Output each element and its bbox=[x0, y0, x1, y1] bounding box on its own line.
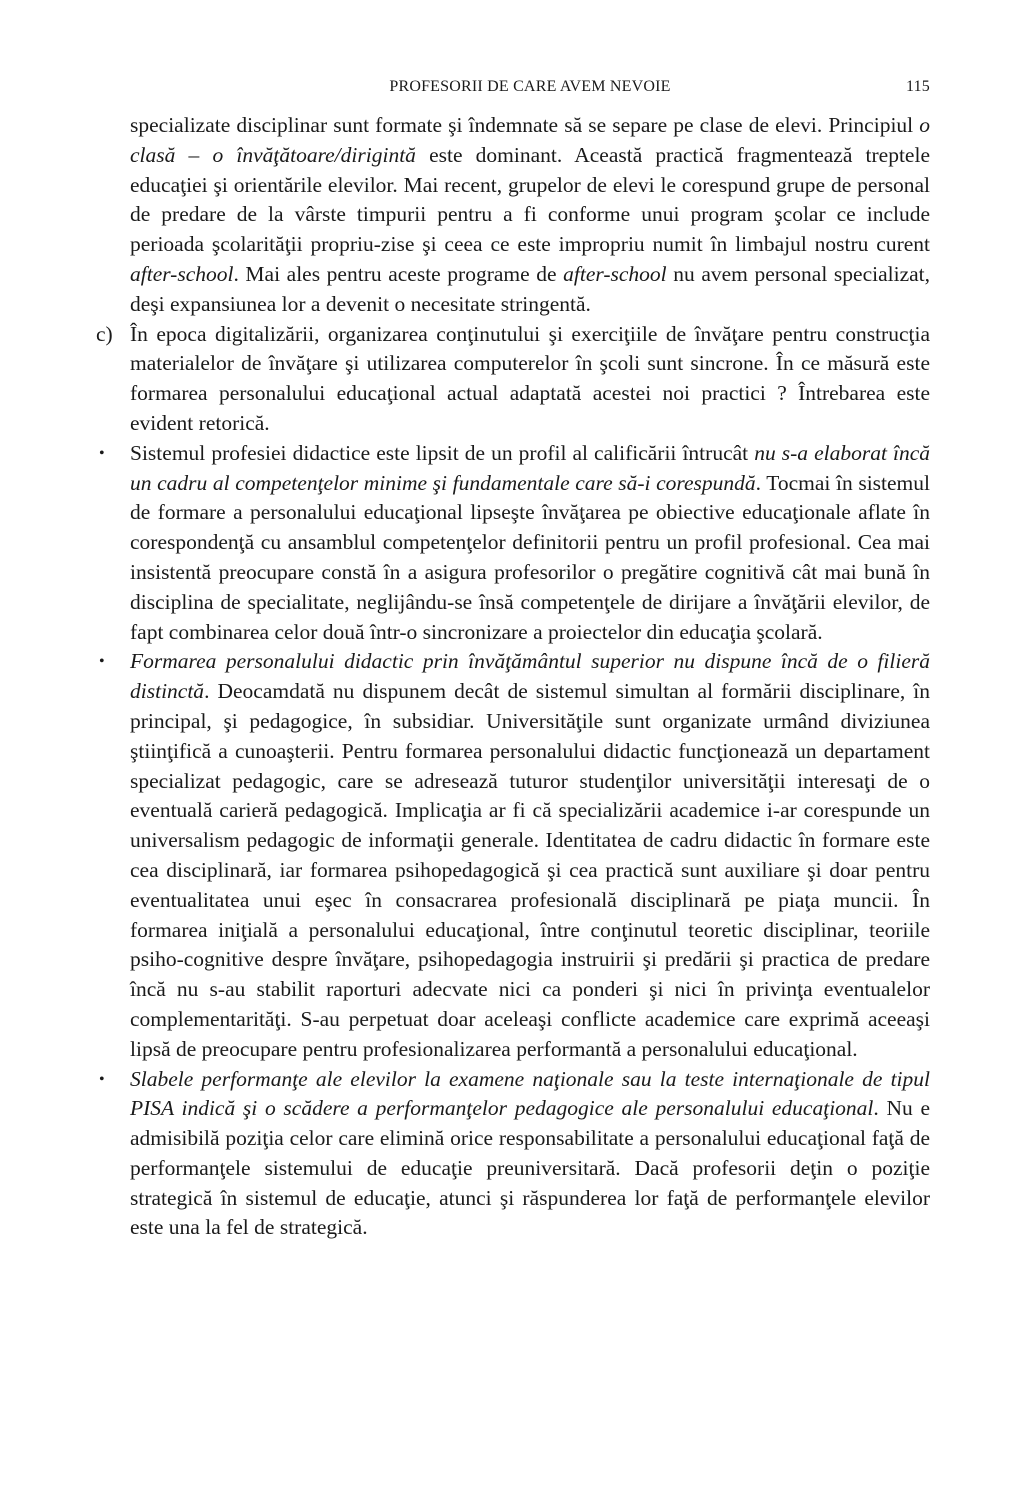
list-item-c bbox=[96, 320, 930, 439]
bullet-icon: • bbox=[99, 1070, 105, 1088]
body-text bbox=[96, 111, 931, 1243]
bullet-item-profile bbox=[99, 439, 930, 648]
bullet-item-performance bbox=[99, 1065, 930, 1244]
running-header bbox=[130, 78, 930, 100]
bullet-item-higher-education bbox=[99, 647, 930, 1064]
italic-phrase: Slabele performanţe ale elevilor la examene naţionale sau la teste internaţionale de tipul PISA indică şi o scădere a performanţelor pedagogice ale personalului educaţional bbox=[130, 1066, 930, 1121]
text-run: nu avem personal specializat, deşi expansiunea lor a devenit o necesitate stringentă. bbox=[130, 261, 931, 316]
text-run: . Nu e admisibilă poziţia celor care elimină orice responsabilitate a personalului educaţional faţă de performanţele sistemului de educaţie preuniversitară. Dacă profesorii deţin o poziţie strategică în sistemul de educaţie, atunci şi răspunderea lor faţă de performanţele elevilor este una la fel de strategică. bbox=[130, 1096, 930, 1240]
bullet-text bbox=[130, 439, 930, 648]
bullet-text bbox=[130, 1065, 930, 1244]
bullet-icon: • bbox=[99, 653, 105, 671]
text-run: Sistemul profesiei didactice este lipsit de un profil al calificării întrucât bbox=[130, 440, 755, 465]
italic-phrase: Formarea personalului didactic prin învăţământul superior nu dispune încă de o filieră distinctă bbox=[130, 649, 930, 704]
text-run: . Mai ales pentru aceste programe de bbox=[233, 261, 564, 286]
italic-term: after-school bbox=[130, 261, 234, 286]
text-run: . Tocmai în sistemul de formare a personalului educaţional lipseşte învăţarea pe obiective educaţionale aflate în corespondenţă cu ansamblul competenţelor definitorii pentru un profil profesional. Cea mai insistentă preocupare constă în a asigura profesorilor o pregătire cognitivă cât mai bună în disciplina de specialitate, neglijându-se însă competenţele de dirijare a învăţării elevilor, de fapt combinarea celor două într-o sincronizare a proiectelor din educaţia şcolară. bbox=[130, 470, 930, 644]
continued-paragraph bbox=[130, 111, 930, 320]
bullet-icon: • bbox=[99, 444, 105, 462]
page-number: 115 bbox=[905, 78, 930, 95]
list-marker-c: c) bbox=[96, 321, 113, 346]
text-run: este dominant. Această practică fragmentează treptele educaţiei şi orientările elevilor. Mai recent, grupelor de elevi le corespund grupe de personal de predare de la vârste timpurii pentru a fi conforme unui program şcolar ce include perioada şcolarităţii propriu-zise şi ceea ce este impropriu numit în limbajul nostru curent bbox=[130, 142, 930, 257]
italic-term: after-school bbox=[563, 261, 667, 286]
text-run: specializate disciplinar sunt formate şi îndemnate să se separe pe clase de elevi. Principiul bbox=[130, 113, 920, 137]
italic-phrase: nu s-a elaborat încă un cadru al competenţelor minime şi fundamentale care să-i corespundă bbox=[130, 440, 930, 495]
running-title: PROFESORII DE CARE AVEM NEVOIE bbox=[389, 78, 671, 95]
text-run: . Deocamdată nu dispunem decât de sistemul simultan al formării disciplinare, în principal, şi pedagogice, în subsidiar. Universităţile sunt organizate urmând diviziunea ştiinţifică a cunoaşterii. Pentru formarea personalului didactic funcţionează un departament specializat pedagogic, care se adresează tuturor studenţilor universităţii interesaţi de o eventuală carieră pedagogică. Implicaţia ar fi că specializării academice i-ar corespunde un universalism pedagogic de informaţii generale. Identitatea de cadru didactic în formare este cea disciplinară, iar formarea psihopedagogică şi cea practică sunt auxiliare şi doar pentru eventualitatea unui eşec în consacrarea profesională disciplinară pe piaţa muncii. În formarea iniţială a personalului educaţional, între conţinutul teoretic disciplinar, teoriile psiho-cognitive despre învăţare, psihopedagogia instruirii şi predării şi practica de predare încă nu s-au stabilit raporturi adecvate nici ca ponderi şi nici în privinţa eventualelor complementarităţi. S-au perpetuat doar aceleaşi conflicte academice care exprimă aceeaşi lipsă de preocupare pentru profesionalizarea performantă a personalului educaţional. bbox=[130, 679, 930, 1061]
list-item-text: În epoca digitalizării, organizarea conţinutului şi exerciţiile de învăţare pentru construcţia materialelor de învăţare şi utilizarea computerelor în şcoli sunt sincrone. În ce măsură este formarea personalului educaţional actual adaptată acestei noi practici ? Întrebarea este evident retorică. bbox=[130, 321, 930, 435]
bullet-text bbox=[130, 647, 930, 1064]
italic-phrase: o clasă – o învăţătoare/dirigintă bbox=[130, 113, 930, 167]
